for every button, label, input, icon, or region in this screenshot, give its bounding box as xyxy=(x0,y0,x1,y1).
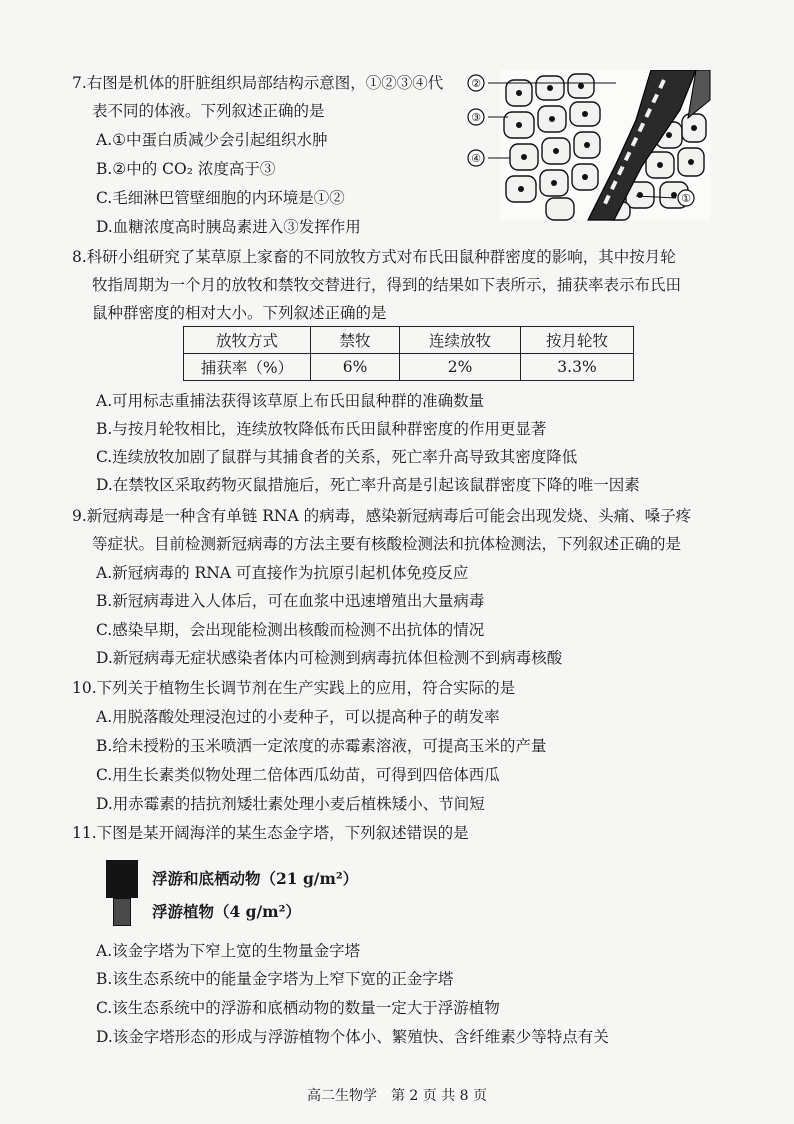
q11-option-c: C.该生态系统中的浮游和底栖动物的数量一定大于浮游植物 xyxy=(96,999,500,1017)
q8-option-a: A.可用标志重捕法获得该草原上布氏田鼠种群的准确数量 xyxy=(96,392,485,410)
q9-option-a: A.新冠病毒的 RNA 可直接作为抗原引起机体免疫反应 xyxy=(96,564,469,582)
q7-option-b: B.②中的 CO₂ 浓度高于③ xyxy=(96,160,276,178)
q9-stem-line1: 9.新冠病毒是一种含有单链 RNA 的病毒，感染新冠病毒后可能会出现发烧、头痛、嗓子疼 xyxy=(72,507,692,525)
q7-option-c: C.毛细淋巴管壁细胞的内环境是①② xyxy=(96,189,345,207)
table-cell: 3.3% xyxy=(521,354,634,381)
q8-option-c: C.连续放牧加剧了鼠群与其捕食者的关系，死亡率升高导致其密度降低 xyxy=(96,448,578,466)
q8-stem-line2: 牧指周期为一个月的放牧和禁牧交替进行，得到的结果如下表所示，捕获率表示布氏田 xyxy=(92,276,682,294)
table-cell: 捕获率（%） xyxy=(184,354,311,381)
q9-option-c: C.感染早期，会出现能检测出核酸而检测不出抗体的情况 xyxy=(96,621,485,639)
q7-stem-line2: 表不同的体液。下列叙述正确的是 xyxy=(92,102,325,120)
q7-option-a: A.①中蛋白质减少会引起组织水肿 xyxy=(96,131,328,149)
q10-option-a: A.用脱落酸处理浸泡过的小麦种子，可以提高种子的萌发率 xyxy=(96,708,500,726)
pyramid-label-phytoplankton: 浮游植物（4 g/m²） xyxy=(152,902,301,921)
q8-option-b: B.与按月轮牧相比，连续放牧降低布氏田鼠种群密度的作用更显著 xyxy=(96,420,547,438)
table-header-cell: 放牧方式 xyxy=(184,327,311,354)
q7-option-d: D.血糖浓度高时胰岛素进入③发挥作用 xyxy=(96,218,361,236)
grazing-table xyxy=(183,326,634,381)
q11-option-a: A.该金字塔为下窄上宽的生物量金字塔 xyxy=(96,942,361,960)
q9-option-d: D.新冠病毒无症状感染者体内可检测到病毒抗体但检测不到病毒核酸 xyxy=(96,649,563,667)
q8-option-d: D.在禁牧区采取药物灭鼠措施后，死亡率升高是引起该鼠群密度下降的唯一因素 xyxy=(96,476,640,494)
table-header-row xyxy=(184,327,634,354)
pyramid-label-animals: 浮游和底栖动物（21 g/m²） xyxy=(152,869,359,888)
q8-stem-line3: 鼠种群密度的相对大小。下列叙述正确的是 xyxy=(92,304,387,322)
q7-stem-line1: 7.右图是机体的肝脏组织局部结构示意图，①②③④代 xyxy=(72,74,444,92)
fig-label-3: ③ xyxy=(471,111,481,124)
table-cell: 6% xyxy=(311,354,400,381)
q9-stem-line2: 等症状。目前检测新冠病毒的方法主要有核酸检测法和抗体检测法，下列叙述正确的是 xyxy=(92,535,682,553)
q10-option-c: C.用生长素类似物处理二倍体西瓜幼苗，可得到四倍体西瓜 xyxy=(96,766,500,784)
pyramid-bar-phytoplankton xyxy=(113,898,130,926)
q11-stem: 11.下图是某开阔海洋的某生态金字塔，下列叙述错误的是 xyxy=(72,824,469,842)
pyramid-bar-animals xyxy=(106,860,138,898)
table-header-cell: 按月轮牧 xyxy=(521,327,634,354)
table-row xyxy=(184,354,634,381)
q9-option-b: B.新冠病毒进入人体后，可在血浆中迅速增殖出大量病毒 xyxy=(96,592,485,610)
q11-option-d: D.该金字塔形态的形成与浮游植物个体小、繁殖快、含纤维素少等特点有关 xyxy=(96,1028,609,1046)
q10-option-b: B.给未授粉的玉米喷洒一定浓度的赤霉素溶液，可提高玉米的产量 xyxy=(96,737,547,755)
table-header-cell: 连续放牧 xyxy=(400,327,521,354)
page-footer: 高二生物学 第 2 页 共 8 页 xyxy=(306,1088,488,1104)
q11-option-b: B.该生态系统中的能量金字塔为上窄下宽的正金字塔 xyxy=(96,970,454,988)
q10-stem: 10.下列关于植物生长调节剂在生产实践上的应用，符合实际的是 xyxy=(72,679,516,697)
table-header-cell: 禁牧 xyxy=(311,327,400,354)
fig-label-4: ④ xyxy=(471,152,481,165)
fig-label-1: ① xyxy=(681,192,691,205)
q10-option-d: D.用赤霉素的拮抗剂矮壮素处理小麦后植株矮小、节间短 xyxy=(96,795,485,813)
fig-label-2: ② xyxy=(471,77,481,90)
table-cell: 2% xyxy=(400,354,521,381)
q8-stem-line1: 8.科研小组研究了某草原上家畜的不同放牧方式对布氏田鼠种群密度的影响，其中按月轮 xyxy=(72,248,676,266)
liver-tissue-diagram xyxy=(466,70,716,230)
